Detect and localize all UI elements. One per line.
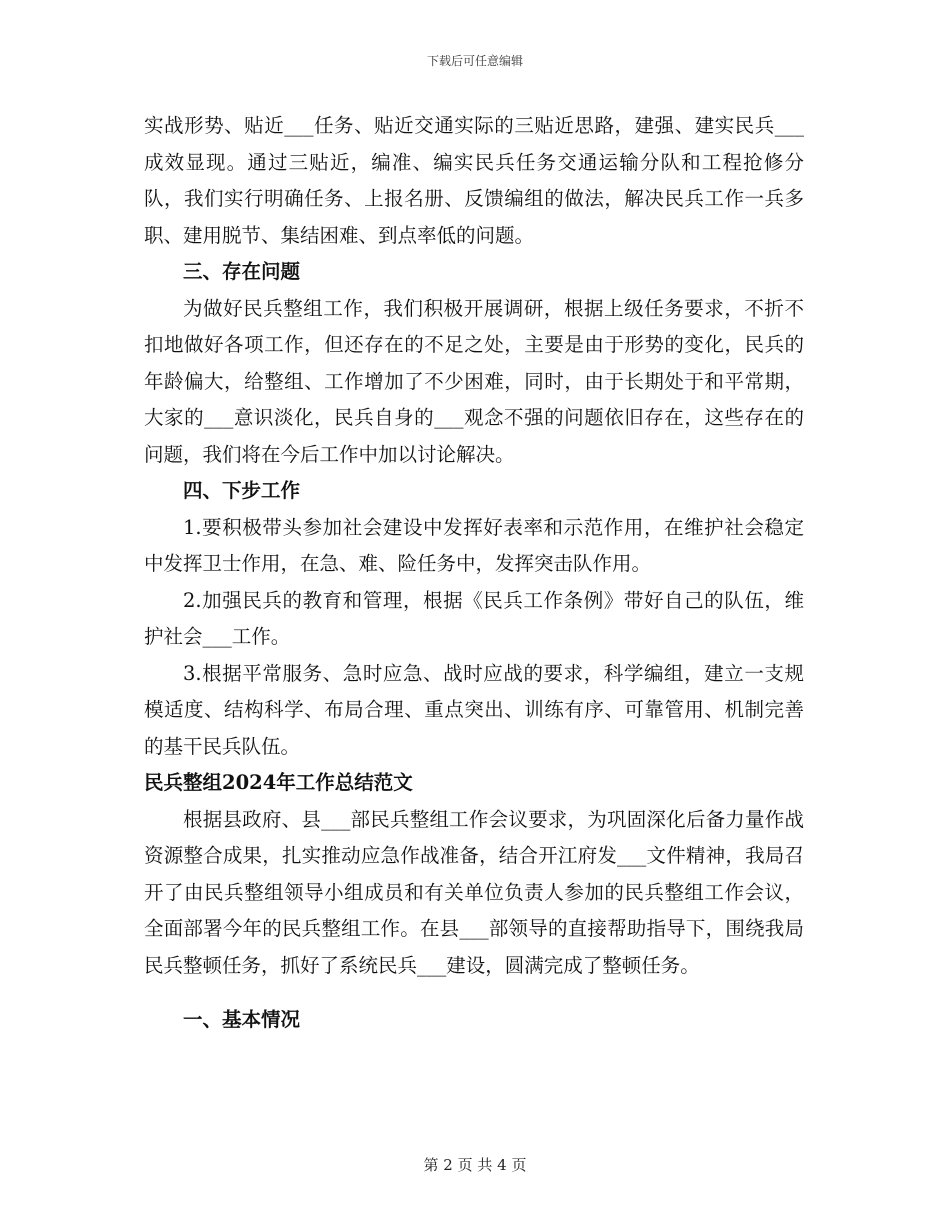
section-heading-basic: 一、基本情况 — [183, 1008, 301, 1031]
paragraph-intro: 根据县政府、县___部民兵整组工作会议要求，为巩固深化后备力量作战资源整合成果，扎实推动应急作战准备，结合开江府发___文件精神，我局召开了由民兵整组领导小组成员和有关单位负责人参加的民兵整组工作会议，全面部署今年的民兵整组工作。在县___部领导的直接帮助指导下，围绕我局民兵整顿任务，抓好了系统民兵___建设，圆满完成了整顿任务。 — [144, 807, 804, 977]
document-title: 民兵整组2024年工作总结范文 — [144, 771, 413, 794]
document-body — [144, 108, 804, 1039]
section-heading-problems: 三、存在问题 — [183, 260, 301, 283]
paragraph-problems: 为做好民兵整组工作，我们积极开展调研，根据上级任务要求，不折不扣地做好各项工作，但还存在的不足之处，主要是由于形势的变化，民兵的年龄偏大，给整组、工作增加了不少困难，同时，由于长期处于和平常期，大家的___意识淡化，民兵自身的___观念不强的问题依旧存在，这些存在的问题，我们将在今后工作中加以讨论解决。 — [144, 296, 804, 466]
page-footer: 第 2 页 共 4 页 — [423, 1156, 527, 1174]
spacer — [144, 984, 804, 1002]
page-header: 下载后可任意编辑 — [426, 54, 523, 68]
list-item-3: 3.根据平常服务、急时应急、战时应战的要求，科学编组，建立一支规模适度、结构科学、布局合理、重点突出、训练有序、可靠管用、机制完善的基干民兵队伍。 — [144, 661, 804, 758]
section-heading-next-steps: 四、下步工作 — [183, 479, 301, 502]
list-item-2: 2.加强民兵的教育和管理，根据《民兵工作条例》带好自己的队伍，维护社会___工作。 — [144, 588, 804, 648]
paragraph-continuation: 实战形势、贴近___任务、贴近交通实际的三贴近思路，建强、建实民兵___成效显现。通过三贴近，编准、编实民兵任务交通运输分队和工程抢修分队，我们实行明确任务、上报名册、反馈编组的做法，解决民兵工作一兵多职、建用脱节、集结困难、到点率低的问题。 — [144, 114, 804, 247]
list-item-1: 1.要积极带头参加社会建设中发挥好表率和示范作用，在维护社会稳定中发挥卫士作用，在急、难、险任务中，发挥突击队作用。 — [144, 515, 804, 575]
